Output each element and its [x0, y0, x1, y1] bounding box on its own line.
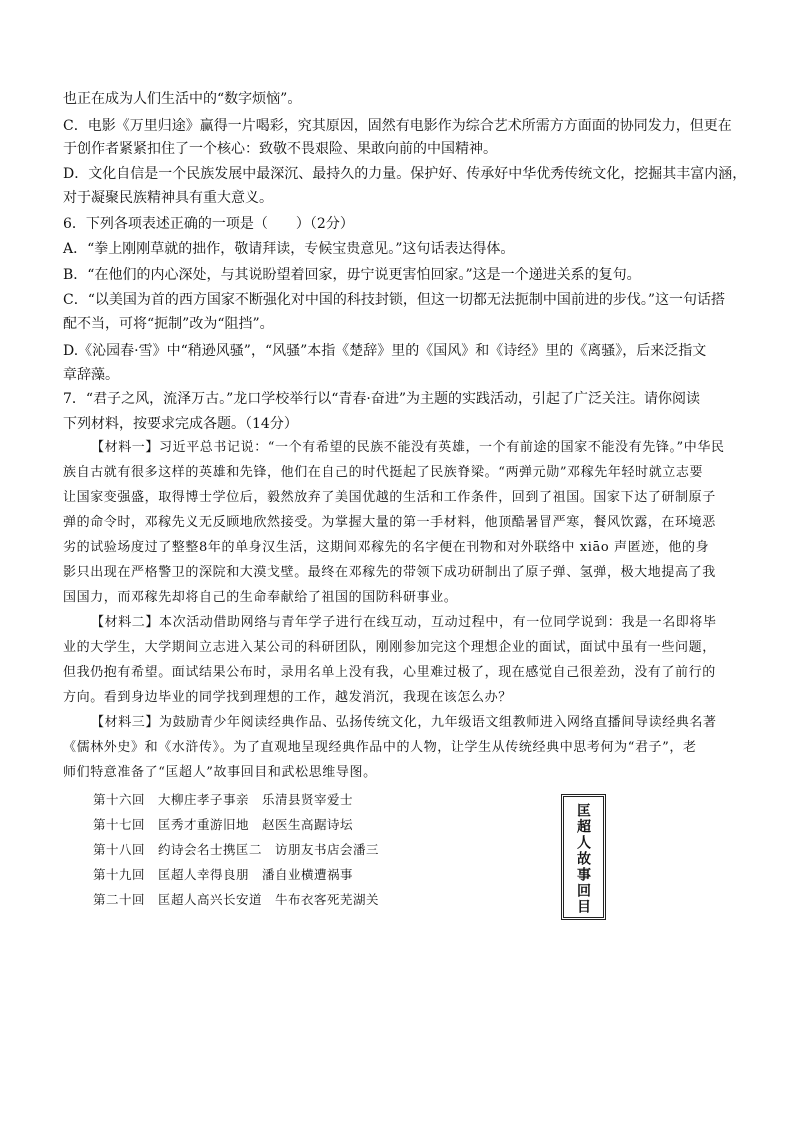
chapter-title: 第十六回 大柳庄孝子事亲 乐清县贤宰爱士	[93, 792, 354, 807]
chapter-title: 第十九回 匡超人幸得良朋 潘自业横遭祸事	[93, 867, 354, 882]
question-6-option-b: B．“在他们的内心深处，与其说盼望着回家，毋宁说更害怕回家。”这是一个递进关系的复句。	[63, 267, 641, 283]
question-7: 7．“君子之风，流泽万古。”龙口学校举行以“青春·奋进”为主题的实践活动，引起了广泛关注。请你阅读	[63, 391, 700, 407]
material-1-line: 劣的试验场度过了整整8年的单身汉生活，这期间邓稼先的名字便在刊物和对外联络中 xiāo 声匿迹，他的身	[63, 540, 710, 555]
question-6-option-a: A．“拳上刚刚草就的拙作，敬请拜读，专候宝贵意见。”这句话表达得体。	[63, 241, 515, 257]
material-2-line: 方向。看到身边毕业的同学找到理想的工作，越发消沉，我现在该怎么办？	[63, 690, 512, 705]
question-6-option-c: C．“以美国为首的西方国家不断强化对中国的科技封锁，但这一切都无法扼制中国前进的步伐。”这一句话搭	[63, 292, 726, 308]
material-3-line: 【材料三】为鼓励青少年阅读经典作品、弘扬传统文化，九年级语文组教师进入网络直播间导读经典名著	[91, 715, 717, 730]
text-line: 也正在成为人们生活中的“数字烦恼”。	[63, 91, 302, 107]
chapter-title: 第十八回 约诗会名士携匡二 访朋友书店会潘三	[93, 842, 380, 857]
chapter-list-title-frame	[561, 794, 606, 920]
text-line: 配不当，可将“扼制”改为“阻挡”。	[63, 316, 274, 332]
material-2-line: 业的大学生，大学期间立志进入某公司的科研团队，刚刚参加完这个理想企业的面试，面试中虽有一些问题，	[63, 640, 716, 655]
material-1-line: 【材料一】习近平总书记说：“一个有希望的民族不能没有英雄，一个有前途的国家不能没有先锋。”中华民	[91, 440, 725, 455]
material-1-line: 弹的命令时，邓稼先义无反顾地欣然接受。为掌握大量的第一手材料，他顶酷暑冒严寒，餐风饮露，在环境恶	[63, 515, 716, 530]
question-6: 6．下列各项表述正确的一项是（ ）（2分）	[63, 216, 354, 232]
option-d-text: D．文化自信是一个民族发展中最深沉、最持久的力量。保护好、传承好中华优秀传统文化，挖掘其丰富内涵，	[63, 166, 747, 182]
material-1-line: 国国力，而邓稼先却将自己的生命奉献给了祖国的国防科研事业。	[63, 590, 458, 605]
material-3-line: 师们特意准备了“匡超人”故事回目和武松思维导图。	[63, 765, 377, 780]
chapter-title: 第十七回 匡秀才重游旧地 赵医生高踞诗坛	[93, 817, 354, 832]
material-2-line: 【材料二】本次活动借助网络与青年学子进行在线互动，互动过程中，有一位同学说到：我是一名即将毕	[91, 615, 717, 630]
chapter-title: 第二十回 匡超人高兴长安道 牛布衣客死芜湖关	[93, 892, 380, 907]
question-6-option-d: D.《沁园春·雪》中“稍逊风骚”，“风骚”本指《楚辞》里的《国风》和《诗经》里的《离骚》，后来泛指文	[63, 343, 707, 359]
chapter-list-title: 匡超人故事回目	[575, 803, 591, 915]
material-1-line: 影只出现在严格警卫的深院和大漠戈壁。最终在邓稼先的带领下成功研制出了原子弹、氢弹，极大地提高了我	[63, 565, 716, 580]
material-3-line: 《儒林外史》和《水浒传》。为了直观地呈现经典作品中的人物，让学生从传统经典中思考何为“君子”，老	[63, 740, 697, 755]
material-1-line: 族自古就有很多这样的英雄和先锋，他们在自己的时代挺起了民族脊梁。“两弹元勋”邓稼先年轻时就立志要	[63, 465, 704, 480]
text-line: 对于凝聚民族精神具有重大意义。	[63, 190, 273, 206]
material-1-line: 让国家变强盛，取得博士学位后，毅然放弃了美国优越的生活和工作条件，回到了祖国。国家下达了研制原子	[63, 490, 716, 505]
text-line: 章辞藻。	[63, 367, 119, 383]
option-c-text: C．电影《万里归途》赢得一片喝彩，究其原因，固然有电影作为综合艺术所需方方面面的协同发力，但更在	[63, 118, 732, 134]
text-line: 下列材料，按要求完成各题。（14分）	[63, 416, 298, 432]
material-2-line: 但我仍抱有希望。面试结果公布时，录用名单上没有我，心里难过极了，现在感觉自己很差劲，没有了前行的	[63, 665, 716, 680]
text-line: 于创作者紧紧扣住了一个核心：致敬不畏艰险、果敢向前的中国精神。	[63, 141, 497, 157]
